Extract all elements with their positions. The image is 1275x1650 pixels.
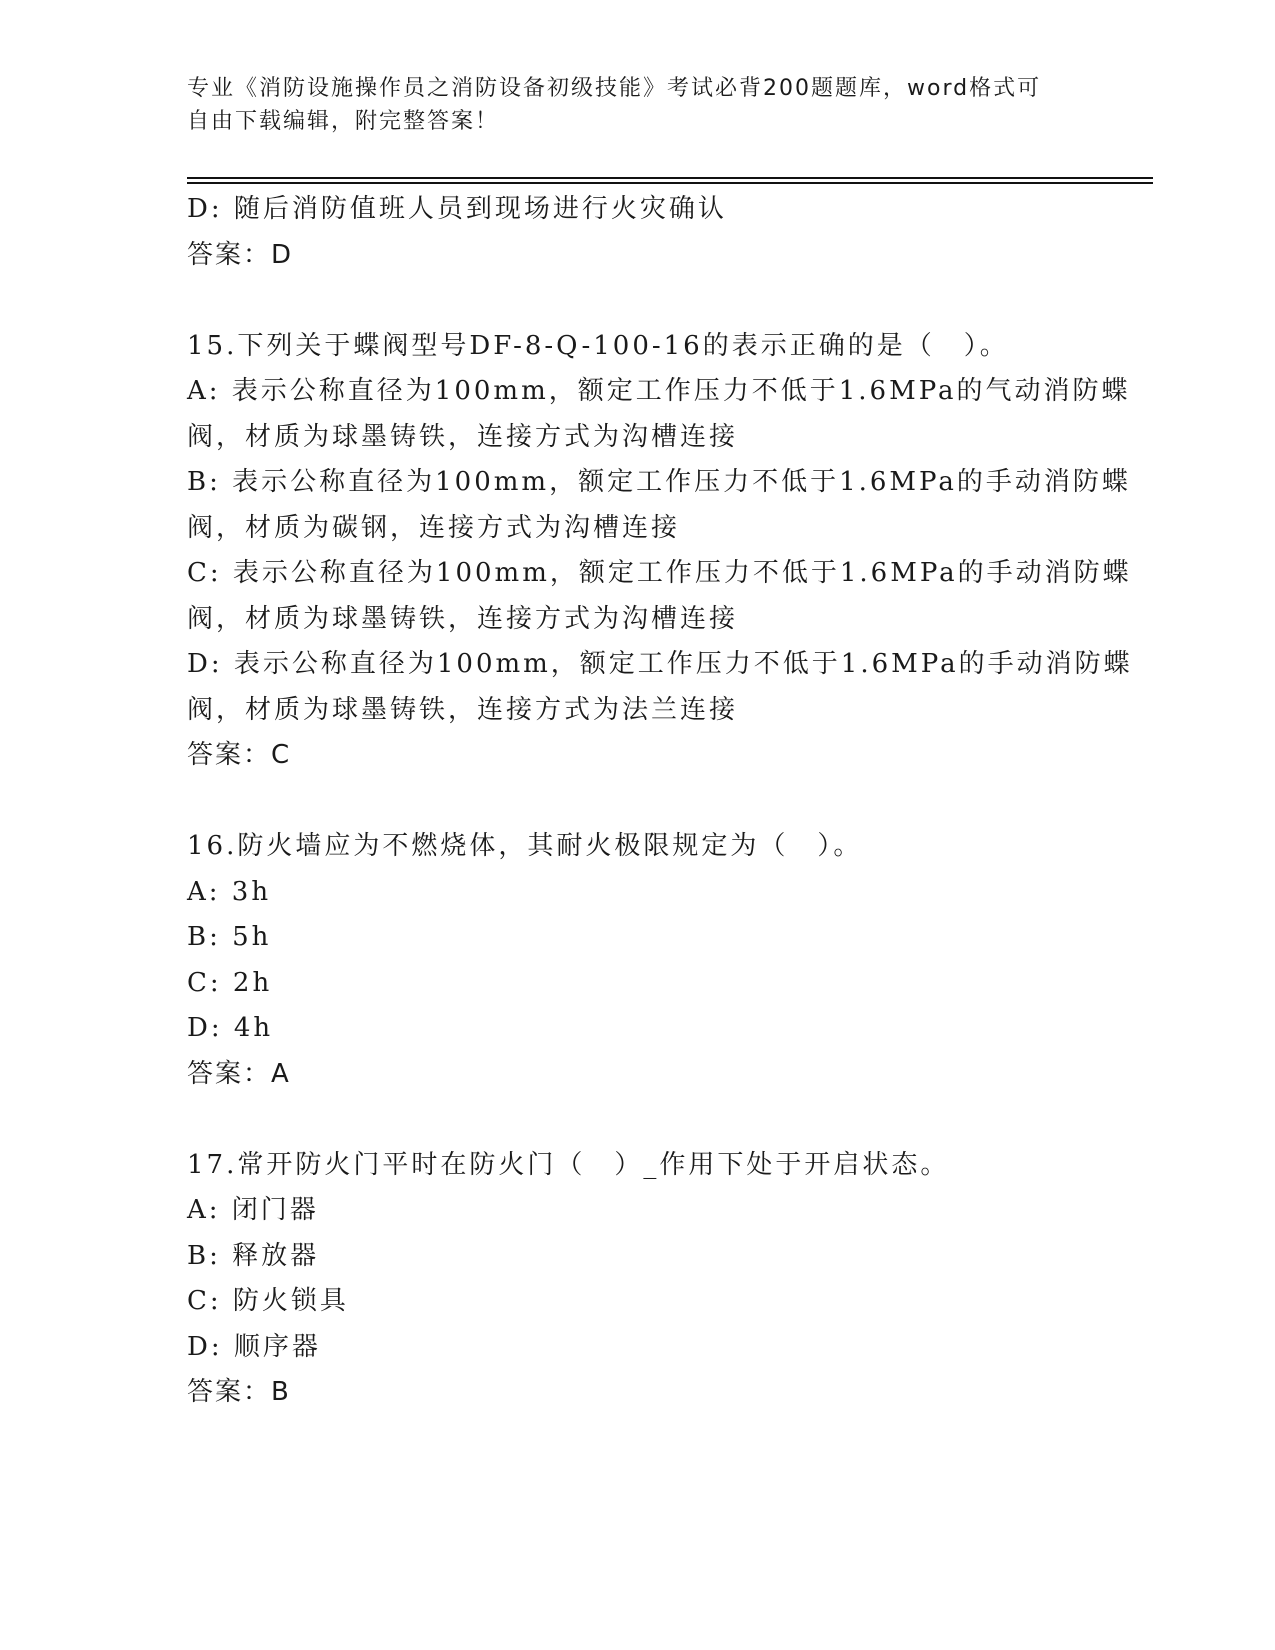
spacer	[187, 779, 1127, 825]
q15-option-d-line-2: 阀，材质为球墨铸铁，连接方式为法兰连接	[187, 694, 739, 725]
q17-option-a: A: 闭门器	[187, 1195, 319, 1225]
q16-option-d: D: 4h	[187, 1013, 274, 1043]
q17-option-b: B: 释放器	[187, 1240, 320, 1271]
q16-option-b: B: 5h	[187, 922, 272, 952]
q15-question: 15.下列关于蝶阀型号DF-8-Q-100-16的表示正确的是（ ）。	[187, 330, 1009, 361]
q15-option-a-line-1: A: 表示公称直径为100mm，额定工作压力不低于1.6MPa的气动消防蝶	[187, 376, 1131, 406]
spacer	[187, 1097, 1127, 1143]
q16-question: 16.防火墙应为不燃烧体，其耐火极限规定为（ ）。	[187, 831, 863, 861]
q14-option-d: D: 随后消防值班人员到现场进行火灾确认	[187, 194, 727, 224]
spacer	[187, 278, 1127, 324]
q17-option-c: C: 防火锁具	[187, 1286, 349, 1316]
header-divider-bottom	[187, 182, 1153, 184]
q15-option-d-line-1: D: 表示公称直径为100mm，额定工作压力不低于1.6MPa的手动消防蝶	[187, 649, 1133, 679]
document-body	[187, 187, 1133, 1416]
header-line-1: 专业《消防设施操作员之消防设备初级技能》考试必背200题题库，word格式可	[187, 76, 1042, 101]
q14-answer: 答案：D	[187, 239, 294, 270]
q17-question: 17.常开防火门平时在防火门（ ）_作用下处于开启状态。	[187, 1149, 950, 1180]
q15-option-c-line-2: 阀，材质为球墨铸铁，连接方式为沟槽连接	[187, 603, 739, 634]
header-line-2: 自由下载编辑，附完整答案！	[187, 109, 500, 134]
q15-answer: 答案：C	[187, 740, 292, 770]
q16-answer: 答案：A	[187, 1058, 291, 1089]
q17-answer: 答案：B	[187, 1377, 291, 1407]
q15-option-a-line-2: 阀，材质为球墨铸铁，连接方式为沟槽连接	[187, 421, 739, 452]
q15-option-c-line-1: C: 表示公称直径为100mm，额定工作压力不低于1.6MPa的手动消防蝶	[187, 558, 1132, 588]
q17-option-d: D: 顺序器	[187, 1331, 321, 1362]
document-header	[187, 72, 1087, 138]
q15-option-b-line-1: B: 表示公称直径为100mm，额定工作压力不低于1.6MPa的手动消防蝶	[187, 467, 1131, 497]
q16-option-a: A: 3h	[187, 876, 272, 907]
q16-option-c: C: 2h	[187, 967, 273, 998]
header-divider-top	[187, 177, 1153, 179]
q15-option-b-line-2: 阀，材质为碳钢，连接方式为沟槽连接	[187, 512, 681, 543]
